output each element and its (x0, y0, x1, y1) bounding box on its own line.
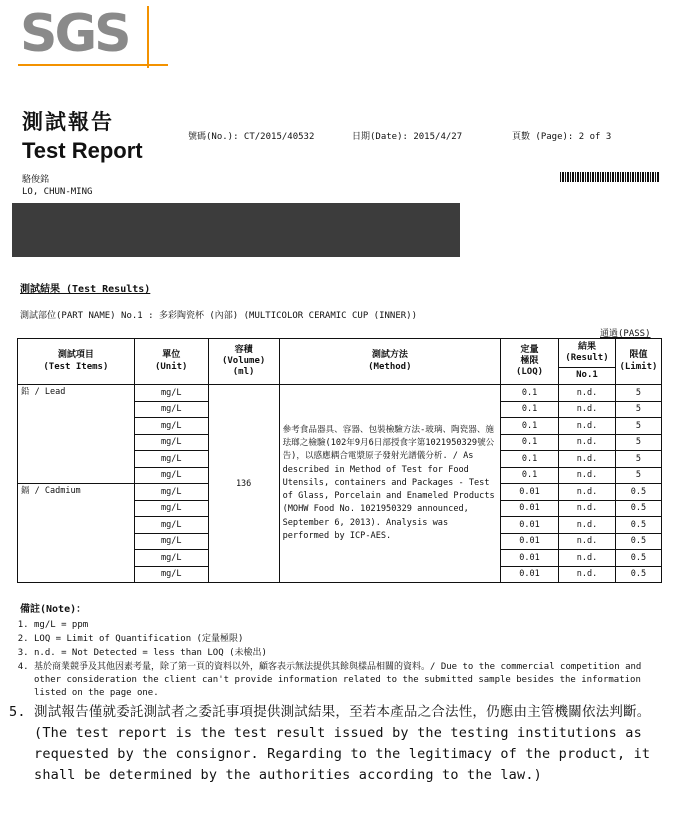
note-item: 3. n.d. = Not Detected = less than LOQ (未檢出) (34, 647, 660, 660)
barcode (560, 172, 660, 182)
header-volume: 容積 (Volume) (ml) (208, 339, 279, 385)
unit-cell: mg/L (134, 385, 208, 402)
limit-cell: 0.5 (615, 484, 661, 501)
logo-text: SGS (20, 4, 129, 64)
page-number: 頁數 (Page): 2 of 3 (512, 132, 612, 142)
limit-cell: 0.5 (615, 550, 661, 567)
header-result-no1: No.1 (558, 368, 615, 385)
note-item: 2. LOQ = Limit of Quantification (定量極限) (34, 633, 660, 646)
limit-cell: 5 (615, 418, 661, 435)
unit-cell: mg/L (134, 533, 208, 550)
result-cell: n.d. (558, 434, 615, 451)
loq-cell: 0.1 (501, 385, 559, 402)
loq-cell: 0.1 (501, 418, 559, 435)
loq-cell: 0.1 (501, 451, 559, 468)
pass-label: 通過(PASS) (600, 329, 651, 339)
unit-cell: mg/L (134, 517, 208, 534)
title-chinese: 測試報告 (22, 109, 114, 134)
limit-cell: 0.5 (615, 566, 661, 583)
unit-cell: mg/L (134, 467, 208, 484)
result-cell: n.d. (558, 467, 615, 484)
unit-cell: mg/L (134, 550, 208, 567)
limit-cell: 0.5 (615, 500, 661, 517)
part-name: 測試部位(PART NAME) No.1 : 多彩陶瓷杯 (內部) (MULTICOLOR CERAMIC CUP (INNER)) (20, 311, 418, 321)
limit-cell: 5 (615, 434, 661, 451)
result-cell: n.d. (558, 533, 615, 550)
test-item-name: 鎘 / Cadmium (18, 484, 135, 583)
client-name-english: LO, CHUN-MING (22, 187, 93, 197)
limit-cell: 5 (615, 451, 661, 468)
note-item: 1. mg/L = ppm (34, 619, 660, 632)
volume-cell: 136 (208, 385, 279, 583)
client-name-chinese: 駱俊銘 (22, 175, 50, 185)
unit-cell: mg/L (134, 451, 208, 468)
redacted-block (12, 203, 460, 257)
note-item: 5. 測試報告僅就委託測試者之委託事項提供測試結果，至若本產品之合法性，仍應由主管機關依法判斷。(The test report is the test result issued by the testing institutions as requested by the consignor. Regarding to the legitimacy of the product, it shall be determined by the authorities according to the law.) (34, 702, 660, 786)
loq-cell: 0.1 (501, 401, 559, 418)
limit-cell: 0.5 (615, 533, 661, 550)
limit-cell: 5 (615, 467, 661, 484)
method-cell: 參考食品器具、容器、包裝檢驗方法-玻璃、陶瓷器、施珐瑯之檢驗(102年9月6日部授食字第1021950329號公告)，以感應耦合電漿原子發射光譜儀分析. / As described in Method of Test for Food Utensils, containers and Packages - Test of Glass, Porcelain and Enameled Products (MOHW Food No. 1021950329 announced, September 6, 2013). Analysis was performed by ICP-AES. (279, 385, 500, 583)
result-cell: n.d. (558, 517, 615, 534)
result-cell: n.d. (558, 566, 615, 583)
result-cell: n.d. (558, 385, 615, 402)
header-loq: 定量 極限 (LOQ) (501, 339, 559, 385)
loq-cell: 0.01 (501, 566, 559, 583)
results-table (17, 338, 662, 583)
loq-cell: 0.01 (501, 484, 559, 501)
limit-cell: 0.5 (615, 517, 661, 534)
notes-title: 備註(Note)： (20, 604, 87, 615)
loq-cell: 0.01 (501, 517, 559, 534)
loq-cell: 0.01 (501, 550, 559, 567)
header-result: 結果 (Result) (558, 339, 615, 368)
test-item-name: 鉛 / Lead (18, 385, 135, 484)
unit-cell: mg/L (134, 434, 208, 451)
header-limit: 限值 (Limit) (615, 339, 661, 385)
header-test-items: 測試項目 (Test Items) (18, 339, 135, 385)
unit-cell: mg/L (134, 500, 208, 517)
report-number: 號碼(No.): CT/2015/40532 (188, 132, 315, 142)
result-cell: n.d. (558, 418, 615, 435)
report-date: 日期(Date): 2015/4/27 (352, 132, 463, 142)
loq-cell: 0.01 (501, 500, 559, 517)
loq-cell: 0.1 (501, 467, 559, 484)
loq-cell: 0.1 (501, 434, 559, 451)
unit-cell: mg/L (134, 418, 208, 435)
header-unit: 單位 (Unit) (134, 339, 208, 385)
logo-orange-horizontal-line (18, 64, 168, 66)
loq-cell: 0.01 (501, 533, 559, 550)
result-cell: n.d. (558, 451, 615, 468)
title-english: Test Report (22, 138, 143, 163)
header-method: 測試方法 (Method) (279, 339, 500, 385)
limit-cell: 5 (615, 401, 661, 418)
logo-orange-vertical-line (147, 6, 149, 68)
result-cell: n.d. (558, 550, 615, 567)
table-row (18, 385, 662, 402)
note-item: 4. 基於商業競爭及其他因素考量，除了第一頁的資料以外，顧客表示無法提供其餘與樣品相關的資料。/ Due to the commercial competition and other consideration the client can't provide information related to the submitted sample besides the information listed on the page one. (34, 661, 660, 700)
result-cell: n.d. (558, 484, 615, 501)
notes-section (20, 600, 660, 787)
unit-cell: mg/L (134, 566, 208, 583)
unit-cell: mg/L (134, 484, 208, 501)
result-cell: n.d. (558, 401, 615, 418)
sgs-logo (18, 6, 168, 68)
unit-cell: mg/L (134, 401, 208, 418)
section-title: 測試結果 (Test Results) (20, 284, 151, 295)
result-cell: n.d. (558, 500, 615, 517)
limit-cell: 5 (615, 385, 661, 402)
